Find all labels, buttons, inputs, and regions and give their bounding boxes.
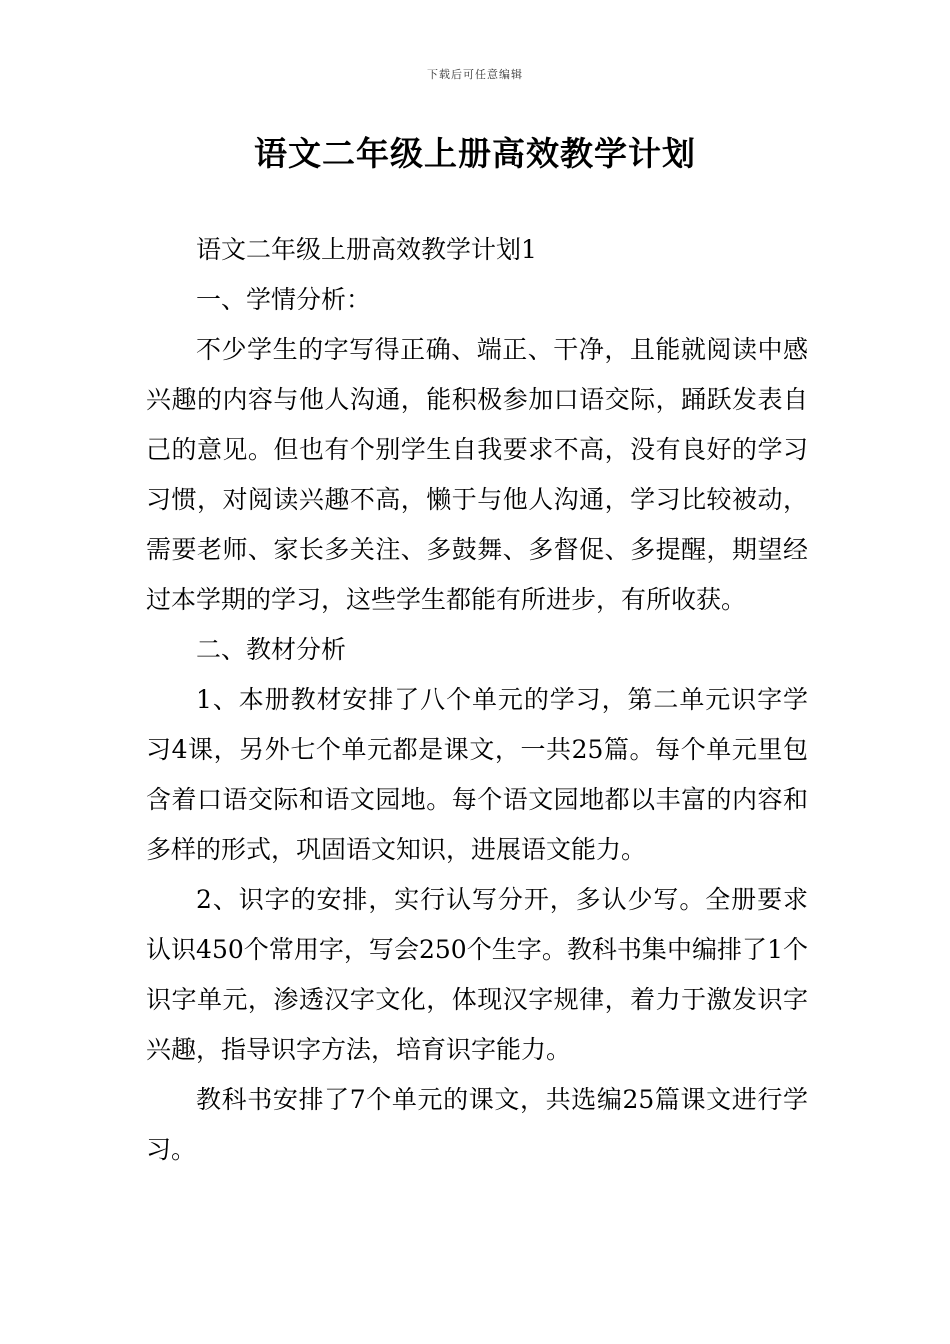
paragraph-literacy-arrangement: 2、识字的安排，实行认写分开，多认少写。全册要求认识450个常用字，写会250个生字。教科书集中编排了1个识字单元，渗透汉字文化，体现汉字规律，着力于激发识字兴趣，指导识字方法，培育识字能力。 xyxy=(146,885,808,1064)
document-body xyxy=(146,225,808,1175)
section-heading-textbook-analysis: 二、教材分析 xyxy=(196,635,347,664)
subtitle-paragraph: 语文二年级上册高效教学计划1 xyxy=(196,235,537,264)
paragraph-text-units: 教科书安排了7个单元的课文，共选编25篇课文进行学习。 xyxy=(146,1085,808,1164)
document-title: 语文二年级上册高效教学计划 xyxy=(254,134,696,173)
paragraph-textbook-units: 1、本册教材安排了八个单元的学习，第二单元识字学习4课，另外七个单元都是课文，一共25篇。每个单元里包含着口语交际和语文园地。每个语文园地都以丰富的内容和多样的形式，巩固语文知识，进展语文能力。 xyxy=(146,685,808,864)
paragraph-learning-analysis: 不少学生的字写得正确、端正、干净，且能就阅读中感兴趣的内容与他人沟通，能积极参加口语交际，踊跃发表自己的意见。但也有个别学生自我要求不高，没有良好的学习习惯，对阅读兴趣不高，懒于与他人沟通，学习比较被动，需要老师、家长多关注、多鼓舞、多督促、多提醒，期望经过本学期的学习，这些学生都能有所进步，有所收获。 xyxy=(146,335,808,614)
section-heading-learning-analysis: 一、学情分析： xyxy=(196,285,372,314)
header-note: 下载后可任意编辑 xyxy=(427,68,523,81)
